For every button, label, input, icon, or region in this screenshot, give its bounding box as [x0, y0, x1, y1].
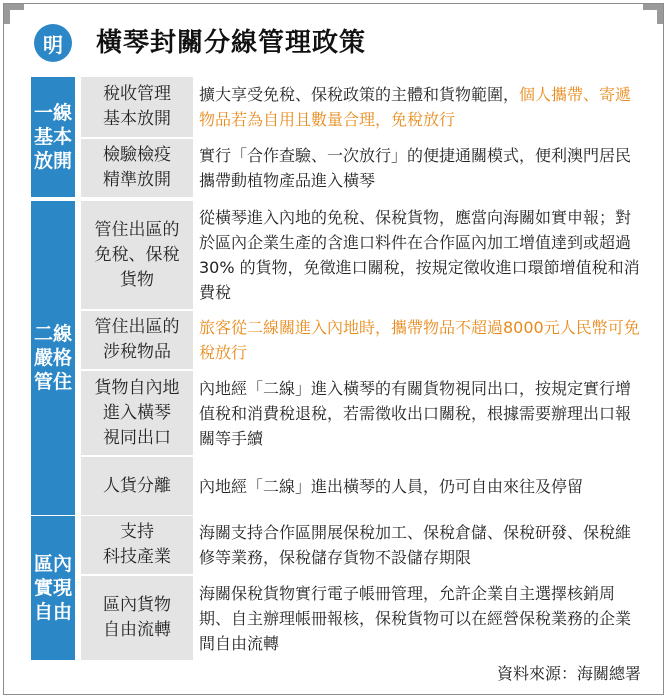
source-note: 資料來源：海關總署 [496, 664, 641, 683]
row-label: 稅收管理 基本放開 [75, 77, 193, 137]
row-text: 實行「合作查驗、一次放行」的便捷通關模式，便利澳門居民攜帶動植物產品進入橫琴 [193, 139, 643, 197]
row-text: 海關支持合作區開展保稅加工、保稅倉儲、保稅研發、保稅維修等業務，保稅儲存貨物不設儲存期限 [193, 516, 643, 574]
policy-row [75, 574, 643, 660]
policy-row [75, 455, 643, 515]
policy-row [75, 309, 643, 369]
section-label: 二線 嚴格 管住 [31, 201, 75, 515]
row-text: 內地經「二線」進入橫琴的有關貨物視同出口，按規定實行增值稅和消費稅退稅，若需徵收出口關稅，根據需要辦理出口報關等手續 [193, 371, 643, 455]
row-text: 內地經「二線」進出橫琴的人員，仍可自由來往及停留 [193, 457, 643, 515]
section-label: 一線 基本 放開 [31, 77, 75, 197]
section-first-line [31, 77, 643, 197]
corner-decoration [643, 4, 663, 24]
row-text [193, 311, 643, 369]
highlight-text: 旅客從二線關進入內地時，攜帶物品不超過8000元人民幣可免稅放行 [199, 318, 640, 362]
row-text: 海關保稅貨物實行電子帳冊管理，允許企業自主選擇核銷周期、自主辦理帳冊報核，保稅貨物可以在經營保稅業務的企業間自由流轉 [193, 576, 643, 660]
row-label: 人貨分離 [75, 457, 193, 515]
section-free-zone [31, 516, 643, 660]
policy-row [75, 516, 643, 574]
section-second-line [31, 201, 643, 515]
row-label: 區內貨物 自由流轉 [75, 576, 193, 660]
policy-row [75, 137, 643, 197]
row-label: 檢驗檢疫 精準放開 [75, 139, 193, 197]
row-label: 管住出區的 涉稅物品 [75, 311, 193, 369]
row-text: 擴大享受免稅、保稅政策的主體和貨物範圍，個人攜帶、寄遞物品若為自用且數量合理，免稅放行 [193, 77, 643, 137]
highlight-text: 個人攜帶、寄遞物品若為自用且數量合理，免稅放行 [199, 85, 632, 129]
row-label: 貨物自內地 進入橫琴 視同出口 [75, 371, 193, 455]
page-title: 橫琴封關分線管理政策 [96, 28, 367, 58]
row-label: 管住出區的 免稅、保稅 貨物 [75, 201, 193, 309]
row-label: 支持 科技產業 [75, 516, 193, 574]
row-text: 從橫琴進入內地的免稅、保稅貨物，應當向海關如實申報；對於區內企業生產的含進口料件在合作區內加工增值達到或超過30% 的貨物，免徵進口關稅，按規定徵收進口環節增值稅和消費稅 [193, 201, 643, 309]
newspaper-logo: 明 [34, 24, 72, 62]
policy-row [75, 201, 643, 309]
section-label: 區內 實現 自由 [31, 516, 75, 660]
corner-decoration [4, 4, 24, 24]
policy-row [75, 369, 643, 455]
policy-row [75, 77, 643, 137]
